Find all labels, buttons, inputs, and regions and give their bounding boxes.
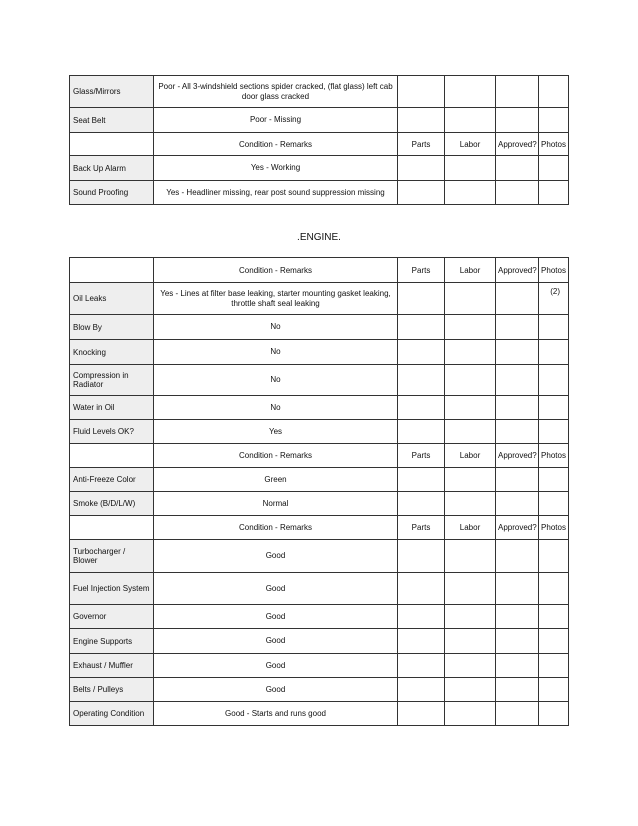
item-remarks: No	[154, 315, 398, 340]
labor-cell	[445, 340, 496, 365]
labor-cell	[445, 702, 496, 726]
header-blank-cell	[70, 258, 154, 283]
header-remarks: Condition - Remarks	[154, 258, 398, 283]
header-labor: Labor	[445, 444, 496, 468]
photos-cell	[539, 678, 569, 702]
header-labor: Labor	[445, 258, 496, 283]
inspection-row	[70, 678, 569, 702]
approved-cell	[496, 76, 539, 108]
item-label: Back Up Alarm	[70, 156, 154, 181]
header-parts: Parts	[398, 516, 445, 540]
photos-cell	[539, 654, 569, 678]
inspection-row	[70, 468, 569, 492]
section-title-engine: .ENGINE.	[297, 232, 341, 243]
approved-cell	[496, 156, 539, 181]
approved-cell	[496, 108, 539, 133]
item-remarks: Yes	[154, 420, 398, 444]
item-label: Sound Proofing	[70, 181, 154, 205]
item-label: Fuel Injection System	[70, 573, 154, 605]
approved-cell	[496, 629, 539, 654]
parts-cell	[398, 468, 445, 492]
inspection-row	[70, 702, 569, 726]
parts-cell	[398, 605, 445, 629]
parts-cell	[398, 340, 445, 365]
inspection-row	[70, 605, 569, 629]
approved-cell	[496, 654, 539, 678]
inspection-row	[70, 492, 569, 516]
item-label: Operating Condition	[70, 702, 154, 726]
item-remarks: Normal	[154, 492, 398, 516]
photos-cell	[539, 315, 569, 340]
inspection-row	[70, 156, 569, 181]
column-header-row	[70, 444, 569, 468]
labor-cell	[445, 396, 496, 420]
photos-cell	[539, 629, 569, 654]
item-remarks: Good	[154, 678, 398, 702]
item-remarks: Good - Starts and runs good	[154, 702, 398, 726]
header-parts: Parts	[398, 444, 445, 468]
parts-cell	[398, 702, 445, 726]
photos-cell	[539, 156, 569, 181]
approved-cell	[496, 365, 539, 396]
parts-cell	[398, 365, 445, 396]
inspection-row	[70, 629, 569, 654]
header-remarks: Condition - Remarks	[154, 133, 398, 156]
photos-cell	[539, 76, 569, 108]
item-label: Governor	[70, 605, 154, 629]
item-remarks: Poor - All 3-windshield sections spider cracked, (flat glass) left cab door glass cracked	[154, 76, 398, 108]
parts-cell	[398, 181, 445, 205]
photos-cell	[539, 702, 569, 726]
labor-cell	[445, 420, 496, 444]
inspection-row	[70, 540, 569, 573]
parts-cell	[398, 108, 445, 133]
parts-cell	[398, 76, 445, 108]
inspection-table-engine	[69, 257, 569, 726]
item-label: Blow By	[70, 315, 154, 340]
item-label: Fluid Levels OK?	[70, 420, 154, 444]
labor-cell	[445, 540, 496, 573]
parts-cell	[398, 396, 445, 420]
photos-cell	[539, 396, 569, 420]
labor-cell	[445, 573, 496, 605]
photos-cell	[539, 365, 569, 396]
inspection-row	[70, 315, 569, 340]
photos-cell	[539, 540, 569, 573]
approved-cell	[496, 573, 539, 605]
column-header-row	[70, 133, 569, 156]
item-remarks: Yes - Working	[154, 156, 398, 181]
header-photos: Photos	[539, 444, 569, 468]
header-blank-cell	[70, 444, 154, 468]
parts-cell	[398, 629, 445, 654]
item-label: Engine Supports	[70, 629, 154, 654]
header-photos: Photos	[539, 133, 569, 156]
item-remarks: Yes - Lines at filter base leaking, starter mounting gasket leaking, throttle shaft seal leaking	[154, 283, 398, 315]
header-blank-cell	[70, 133, 154, 156]
inspection-row	[70, 76, 569, 108]
approved-cell	[496, 702, 539, 726]
approved-cell	[496, 315, 539, 340]
item-remarks: Good	[154, 540, 398, 573]
item-remarks: No	[154, 365, 398, 396]
header-parts: Parts	[398, 133, 445, 156]
item-label: Compression in Radiator	[70, 365, 154, 396]
item-remarks: No	[154, 340, 398, 365]
header-labor: Labor	[445, 133, 496, 156]
inspection-row	[70, 654, 569, 678]
approved-cell	[496, 396, 539, 420]
item-remarks: Poor - Missing	[154, 108, 398, 133]
inspection-row	[70, 108, 569, 133]
photos-cell	[539, 340, 569, 365]
header-approved: Approved?	[496, 444, 539, 468]
photos-cell	[539, 605, 569, 629]
item-remarks: Good	[154, 629, 398, 654]
labor-cell	[445, 678, 496, 702]
item-label: Belts / Pulleys	[70, 678, 154, 702]
item-label: Smoke (B/D/L/W)	[70, 492, 154, 516]
header-remarks: Condition - Remarks	[154, 444, 398, 468]
item-label: Knocking	[70, 340, 154, 365]
labor-cell	[445, 654, 496, 678]
photos-cell: (2)	[539, 283, 569, 315]
photos-cell	[539, 468, 569, 492]
approved-cell	[496, 283, 539, 315]
item-label: Turbocharger / Blower	[70, 540, 154, 573]
parts-cell	[398, 540, 445, 573]
inspection-row	[70, 283, 569, 315]
parts-cell	[398, 678, 445, 702]
labor-cell	[445, 629, 496, 654]
inspection-row	[70, 340, 569, 365]
parts-cell	[398, 420, 445, 444]
header-labor: Labor	[445, 516, 496, 540]
parts-cell	[398, 315, 445, 340]
item-label: Water in Oil	[70, 396, 154, 420]
parts-cell	[398, 283, 445, 315]
column-header-row	[70, 516, 569, 540]
header-approved: Approved?	[496, 258, 539, 283]
labor-cell	[445, 76, 496, 108]
item-label: Oil Leaks	[70, 283, 154, 315]
labor-cell	[445, 605, 496, 629]
inspection-row	[70, 573, 569, 605]
item-remarks: Yes - Headliner missing, rear post sound suppression missing	[154, 181, 398, 205]
approved-cell	[496, 492, 539, 516]
header-remarks: Condition - Remarks	[154, 516, 398, 540]
parts-cell	[398, 573, 445, 605]
photos-cell	[539, 108, 569, 133]
approved-cell	[496, 420, 539, 444]
header-photos: Photos	[539, 258, 569, 283]
approved-cell	[496, 678, 539, 702]
photos-cell	[539, 181, 569, 205]
item-remarks: Good	[154, 654, 398, 678]
labor-cell	[445, 365, 496, 396]
approved-cell	[496, 340, 539, 365]
photos-cell	[539, 492, 569, 516]
header-approved: Approved?	[496, 133, 539, 156]
header-blank-cell	[70, 516, 154, 540]
column-header-row	[70, 258, 569, 283]
inspection-row	[70, 420, 569, 444]
labor-cell	[445, 108, 496, 133]
labor-cell	[445, 283, 496, 315]
photos-cell	[539, 420, 569, 444]
approved-cell	[496, 181, 539, 205]
item-label: Glass/Mirrors	[70, 76, 154, 108]
item-remarks: Good	[154, 605, 398, 629]
header-photos: Photos	[539, 516, 569, 540]
parts-cell	[398, 156, 445, 181]
approved-cell	[496, 605, 539, 629]
item-remarks: No	[154, 396, 398, 420]
approved-cell	[496, 468, 539, 492]
labor-cell	[445, 492, 496, 516]
parts-cell	[398, 654, 445, 678]
photos-cell	[539, 573, 569, 605]
item-remarks: Good	[154, 573, 398, 605]
item-label: Seat Belt	[70, 108, 154, 133]
item-label: Exhaust / Muffler	[70, 654, 154, 678]
header-parts: Parts	[398, 258, 445, 283]
approved-cell	[496, 540, 539, 573]
inspection-table-top	[69, 75, 569, 205]
parts-cell	[398, 492, 445, 516]
labor-cell	[445, 468, 496, 492]
item-remarks: Green	[154, 468, 398, 492]
item-label: Anti-Freeze Color	[70, 468, 154, 492]
labor-cell	[445, 181, 496, 205]
labor-cell	[445, 156, 496, 181]
header-approved: Approved?	[496, 516, 539, 540]
labor-cell	[445, 315, 496, 340]
inspection-row	[70, 396, 569, 420]
inspection-row	[70, 365, 569, 396]
inspection-row	[70, 181, 569, 205]
